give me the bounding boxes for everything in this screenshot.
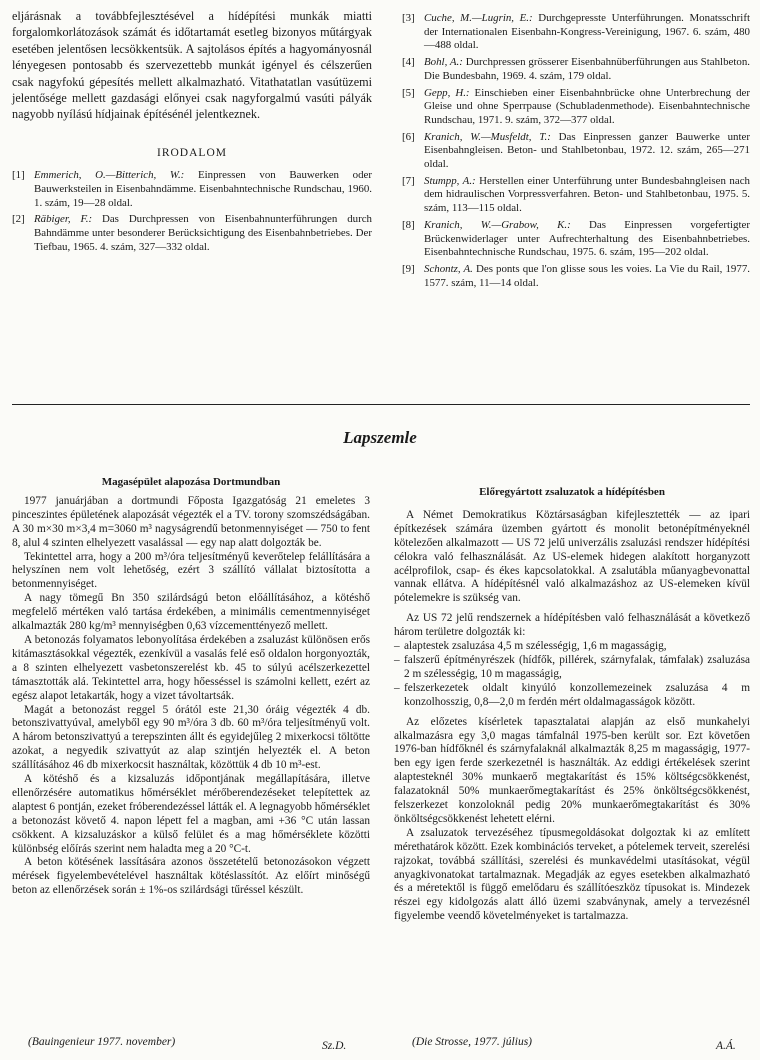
- dash-bullet: –: [394, 681, 400, 694]
- article-left: [12, 476, 370, 898]
- reference-item: [12, 213, 372, 254]
- reference-item: [402, 219, 750, 260]
- list-item-text: alaptestek zsaluzása 4,5 m szélességig, 1,6 m magasságig,: [404, 640, 667, 653]
- references-title: IRODALOM: [157, 146, 227, 159]
- article-right: [394, 476, 750, 924]
- reference-item: [402, 87, 750, 128]
- list-item: [394, 640, 750, 654]
- reference-number: [8]: [402, 218, 415, 231]
- reference-text: Des ponts que l'on glisse sous les voies. La Vie du Rail, 1977. 1577. szám, 11—14 oldal.: [424, 262, 750, 289]
- reference-text: Das Einpressen ganzer Bauwerke unter Eisenbahngleisen. Beton- und Stahlbetonbau, 1972. 12. szám, 265—271 oldal.: [424, 130, 750, 171]
- dash-bullet: –: [394, 653, 400, 666]
- section-title: Lapszemle: [343, 428, 417, 447]
- article-right-source: (Die Strosse, 1977. július): [412, 1036, 532, 1048]
- article-paragraph: A betonozás folyamatos lebonyolítása érdekében a zsaluzást különösen erős kitámasztásokkal végezték, ezenkívül a vasalás felé eső oldalon horgonyozták, a 8 szinten elhelyezett vasbetonszerelést kb. 45 to súlyú acélszerkezettel támasztották alá. Tekintettel arra, hogy hőesséssel is számolni kellett, ezért az egész alapot letakarták, hogy a vizet távoltartsák.: [12, 633, 370, 702]
- dash-bullet: –: [394, 640, 400, 653]
- reference-number: [5]: [402, 86, 415, 99]
- reference-item: [402, 175, 750, 216]
- reference-number: [2]: [12, 213, 25, 226]
- reference-number: [7]: [402, 174, 415, 187]
- article-title: Előregyártott zsaluzatok a hídépítésben: [479, 486, 665, 498]
- reference-authors: Cuche, M.—Lugrin, E.:: [424, 12, 533, 24]
- article-paragraph: 1977 januárjában a dortmundi Főposta Igazgatóság 21 emeletes 3 pinceszintes épületének alapozását végezték el a TV. torony szomszédságában. A 30 m×30 m×3,4 m=3060 m³ nagyságrendű betonmennyiséget — 750 to fent 8, alul 4 szinten elhelyezett vasalással — egy nap alatt dolgozták be.: [12, 494, 370, 549]
- article-paragraph: Tekintettel arra, hogy a 200 m³/óra teljesítményű keverőtelep felállítására a helyszínen nem volt lehetőség, ezért 3 szállító vállalat biztosította a betonmennyiséget.: [12, 550, 370, 591]
- article-paragraph: A Német Demokratikus Köztársaságban kifejlesztették — az ipari építkezések számára üzemben gyártott és monolit betonépítményeknél kötelezően alkalmazott — US 72 jelű univerzális zsaluzási rendszer hídépítési célokra való felhasználását. Az US-elemek hidegen alakított horganyzott acélprofilok, csap- és ékes kapcsolatokkal. A zsalutábla műanyagbevonattal vannak ellátva. A hídépítésnél való alkalmazáshoz az US-elemeken kívül pótelemekre is szükség van.: [394, 508, 750, 605]
- reference-number: [4]: [402, 56, 415, 69]
- reference-authors: Räbiger, F.:: [34, 213, 93, 226]
- reference-number: [6]: [402, 130, 415, 143]
- reference-item: [12, 169, 372, 210]
- list-item: [394, 654, 750, 682]
- article-paragraph: A nagy tömegű Bn 350 szilárdságú beton előállításához, a kötéshő megfelelő mértéken való tartása érdekében, a minimális cementmennyiséget alkalmazták 280 kg/m³ mennyiségben 0,63 vízcementtényező mellett.: [12, 592, 370, 633]
- reference-authors: Emmerich, O.—Bitterich, W.:: [34, 169, 185, 182]
- reference-number: [9]: [402, 262, 415, 275]
- list-item-text: felszerkezetek oldalt kinyúló konzollemezeinek zsaluzása 4 m konzolhosszig, 0,8—2,0 m ferdén mért oldalmagasságok között.: [404, 681, 750, 708]
- references-list-right: [402, 12, 750, 293]
- reference-number: [1]: [12, 169, 25, 182]
- article-paragraph: A zsaluzatok tervezéséhez típusmegoldásokat dolgoztak ki az említett mérethatárok között. Ezek kombinációs terveket, a pótelemek terveit, szerelési rajzokat, továbbá szállítási, szerelési és munkavédelmi utasításokat, végül anyagkivonatokat tartalmaznak. Megadják az egyes esetekben alkalmazható és a méretektől is függő emelődaru és szállítóeszköz típusokat is. Mindezek részei egy kidolgozás alatt álló üzemi szabványnak, amely a tervezésnél figyelembe veendő követelményeket is tartalmazza.: [394, 826, 750, 923]
- references-list-left: [12, 169, 372, 254]
- reference-text: Herstellen einer Unterführung unter Bundesbahngleisen nach dem hidraulischen Vorpressverfahren. Beton- und Stahlbetonbau, 1975. 5. szám, 113—115 oldal.: [424, 174, 750, 215]
- reference-authors: Stumpp, A.:: [424, 174, 476, 187]
- article-paragraph: A kötéshő és a kizsaluzás időpontjának megállapítására, illetve ellenőrzésére automatikus hőmérséklet mérőberendezéseket telepítettek az alaptest 6 pontján, ezeket fróberendezéssel látták el. A legnagyobb hőmérséklet a betonozást követő 4. napon lépett fel a magban, ami +36 °C után lassan csökkent. A kizsaluzáskor a külső felület és a mag hőmérséklete közötti különbség előírás szerint nem haladta meg a 20 °C-t.: [12, 773, 370, 855]
- reference-text: Einpressen von Bauwerken oder Bauwerksteilen in Eisenbahndämme. Eisenbahntechnische Rundschau, 1960. 1. szám, 19—28 oldal.: [34, 169, 372, 209]
- article-paragraph: Az előzetes kísérletek tapasztalatai alapján az első munkahelyi alkalmazásra egy 3,0 magas támfalnál 1975-ben került sor. Ezt követően 1976-ban hídfőknél és szárnyfalaknál alkalmazták 8,25 m magasságig, 1977-ben egy igen ferde szerkezetnél is használták. Az eddigi értékelések szerint alaptesteknél 30% munkaerő megtakarítást és 15% költségcsökkenést, falazatoknál 50% munkaerőmegtakarítást és 25% önköltségcsökkenést, felszerkezet konzoloknál pedig 20% munkaerőmegtakarítást és 30% önköltségcsökkenést lehetett elérni.: [394, 715, 750, 825]
- reference-authors: Kranich, W.—Musfeldt, T.:: [424, 130, 551, 143]
- reference-item: [402, 12, 750, 53]
- reference-authors: Bohl, A.:: [424, 56, 463, 69]
- intro-paragraph: eljárásnak a továbbfejlesztésével a hídépítési munkák miatti forgalomkorlátozások számát és időtartamát esetleg bizonyos műtárgyak esetében jelentősen lecsökkentsük. A sajtolásos építés a hagyományosnál lényegesen pontosabb és szervezettebb munkát igényel és célszerűen csak nagyfokú gépesítés mellett alkalmazható. Vitathatatlan vasútüzemi jelentősége mellett gazdasági előnyei csak nagyforgalmú vasúti pályák nagyobb nyílású hídjainak építésénél jelentkeznek.: [12, 9, 372, 122]
- reference-text: Das Einpressen vorgefertigter Brückenwiderlager unter Aufrechterhaltung des Eisenbahnbetriebes. Eisenbahntechnische Rundschau, 1975. 6. szám, 195—202 oldal.: [424, 218, 750, 259]
- reference-authors: Schontz, A.: [424, 262, 473, 275]
- article-title: Magasépület alapozása Dortmundban: [101, 476, 281, 488]
- article-paragraph: A beton kötésének lassítására azonos összetételű betonozásokon végzett mérések figyelembevételével használtak kötéslassítót. Az előírt minőségű beton az ellenőrzések során ± 1%-os szilárdsági tűréssel készült.: [12, 856, 370, 897]
- article-left-signature: Sz.D.: [322, 1040, 347, 1052]
- reference-authors: Gepp, H.:: [424, 86, 470, 99]
- list-item-text: falszerű építményrészek (hídfők, pillérek, szárnyfalak, támfalak) zsaluzása 2 m szélességig, 10 m magasságig,: [404, 653, 750, 680]
- article-paragraph: Az US 72 jelű rendszernek a hídépítésben való felhasználását a következő három területre dolgozták ki:: [394, 612, 750, 639]
- reference-text: Durchgepresste Unterführungen. Monatsschrift der Internationalen Eisenbahn-Kongress-Vereinigung, 1967. 6. szám, 480—488 oldal.: [424, 12, 750, 52]
- reference-item: [402, 131, 750, 172]
- reference-authors: Kranich, W.—Grabow, K.:: [424, 218, 571, 231]
- reference-item: [402, 263, 750, 290]
- reference-item: [402, 56, 750, 83]
- article-right-signature: A.Á.: [716, 1040, 736, 1052]
- list-item: [394, 682, 750, 710]
- article-paragraph: Magát a betonozást reggel 5 órától este 21,30 óráig végezték 4 db. betonszivattyúval, amelyből egy 90 m³/óra 3 db. 60 m³/óra teljesítményű volt. A három betonszivattyú a terepszinten állt és egyidejűleg 2 mixerkocsi töltötte azokat, a negyedik szivattyút az alap szintjén helyezték el. A beton szállításához 46 db mixerkocsit használtak, közöttük 4 db 10 m³-est.: [12, 703, 370, 772]
- top-left-column: [12, 8, 372, 257]
- article-left-source: (Bauingenieur 1977. november): [28, 1036, 176, 1048]
- section-divider: [12, 404, 750, 405]
- reference-text: Einschieben einer Eisenbahnbrücke ohne Unterbrechung der Gleise und ohne Sperrpause (Schubladenmethode). Eisenbahntechnische Rundschau, 1971. 9. szám, 372—377 oldal.: [424, 86, 751, 126]
- reference-text: Das Durchpressen von Eisenbahnunterführungen durch Bahndämme unter besonderer Berücksichtigung des Eisenbahnbetriebes. Der Tiefbau, 1965. 4. szám, 327—332 oldal.: [34, 213, 373, 253]
- reference-number: [3]: [402, 12, 415, 24]
- reference-text: Durchpressen grösserer Eisenbahnüberführungen aus Stahlbeton. Die Bundesbahn, 1969. 4. szám, 179 oldal.: [424, 56, 750, 82]
